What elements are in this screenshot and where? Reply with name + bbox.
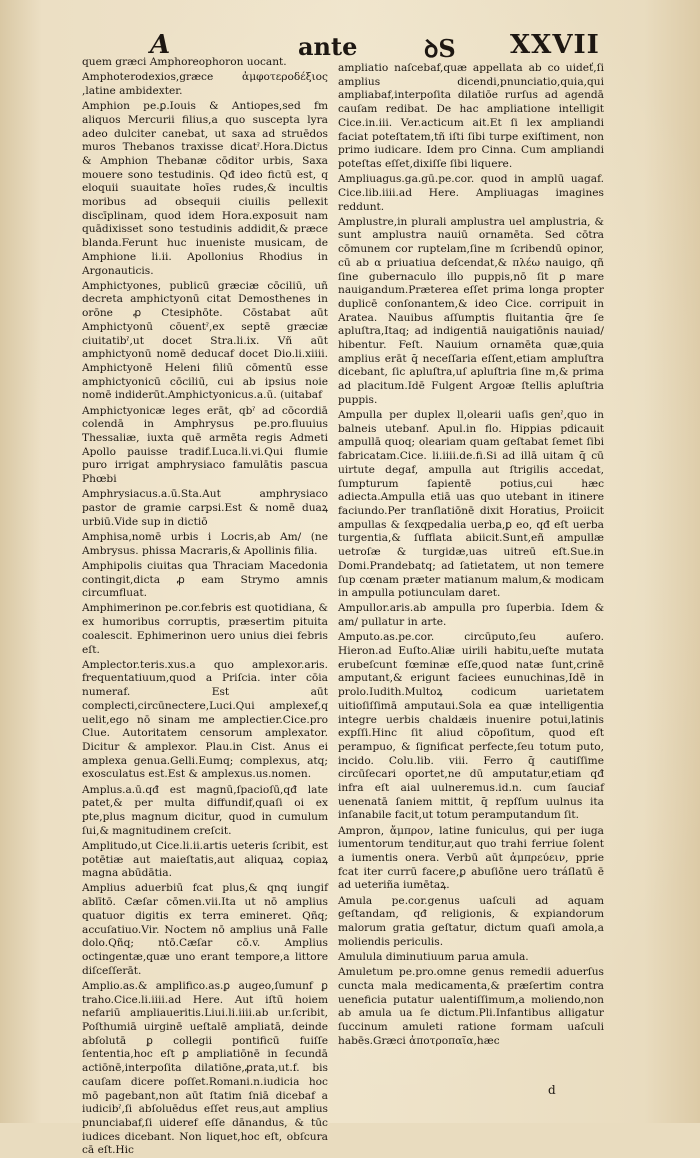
entry-paragraph: Amuletum pe.pro.omne genus remedii aduerſus cuncta mala medicamenta,& præſertim contra ueneficia putatur ualentiſſimum,a moliendo,non ab amula ua ſe dictum.Pli.Infantibus alligatur ſuccinum amuleti ratione formam uaſculi habēs.Græci ἀποτροπαῖα,hæc <box>338 966 604 1047</box>
header-ornament: ꝺS <box>424 34 456 63</box>
entry-paragraph: quem græci Amphoreophoron uocant. <box>82 56 287 68</box>
entry-paragraph: Amplio.as.& amplifico.as.ꝑ augeo,ſumunf ꝑ traho.Cice.li.iiii.ad Here. Aut iſtū hoiem nefariū ampliaueritis.Liui.li.iiii.ab ur.ſcribit, Poſthumiā uirginē ueſtalē ampliatā, deinde abſolutā ꝑ collegii pontificū fuiſſe ſententia,hoc eſt ꝑ ampliatiōnē in ſecundā actiōnē,interpoſita dilatiōne,ꝓrata,ut.f. bis cauſam dicere poſſet.Romani.n.iudicia hoc mō pagebant,non aūt ſtatim ſniā dicebaf a iudicibˀ,ſi abſoluēdus eſſet reus,aut amplius pnunciabaf,ſi uideref eſſe dānandus, & tūc iudices dicebant. Non liquet,hoc eſt, obſcura cā eſt.Hic <box>82 979 328 1157</box>
header-letter: A <box>150 30 171 60</box>
entry-paragraph: Ampliuagus.ga.gū.pe.cor. quod in amplū uagaf. Cice.lib.iiii.ad Here. Ampliuagas imagines reddunt. <box>338 173 604 213</box>
entry-paragraph: Amphimerinon pe.cor.febris est quotidiana, & ex humoribus corruptis, præsertim pituita coalescit. Ephimerinon uero unius diei febris eſt. <box>82 602 328 656</box>
entry-paragraph: Amulula diminutiuum parua amula. <box>338 951 529 963</box>
right-column <box>338 62 604 1050</box>
entry-paragraph: ampliatio naſcebaf,quæ appellata ab co uideť,ſi amplius dicendi,pnunciatio,quia,qui ampliabaf,interpoſita dilatiōe rurſus ad agendā cauſam redibat. De hac ampliatione intelligit Cice.in.iii. Ver.acticum ait.Et ſi lex ampliandi faciat poteſtatem,tñ iſti ſibi turpe exiſtiment, non primo iudicare. Idem pro Cinna. Cum ampliandi poteſtas eſſet,dixiſſe ſibi liquere. <box>338 62 604 170</box>
entry-paragraph: Amphictyonicæ leges erāt, qbˀ ad cōcordiā colendā in Amphrysus pe.pro.fluuius Thessaliæ, iuxta quē armēta regis Admeti Apollo pauisse tradif.Luca.li.vi.Qui flumie puro irrigat amphrysiaco famulātis pascua Phœbi <box>82 404 328 486</box>
entry-paragraph: Amputo.as.pe.cor. circūputo,ſeu auſero. Hieron.ad Euſto.Aliæ uirili habitu,ueſte mutata erubeſcunt fœminæ eſſe,quod natæ ſunt,crinē amputant,& erigunt faciees eunuchinas,Idē in prolo.Iudith.Multoꝝ codicum uarietatem uitioſiſſimā amputaui.Sola ea quæ intelligentia integre uerbis chaldæis inuenire potui,latinis expſſi.Hinc ſit aliud cōpoſitum, quod eſt perampuo, & ſignificat perfecte,ſeu totum puto, incido. Colu.lib. viii. Ferro q̄ cautiſſime circūſecari oportet,ne dū amputatur,etiam qđ infra eſt aial uulneremus.id.n. cum ſauciaf uenenatā ſaniem mittit, q̄ repſſum uulnus ita inſanabile facit,ut totum peramputandum ſit. <box>338 631 604 822</box>
left-column <box>82 56 328 1157</box>
folio-number: XXVII <box>510 30 600 60</box>
entry-paragraph: Amplitudo,ut Cice.li.ii.artis ueteris ſcribit, est potētiæ aut maieſtatis,aut aliquaꝝ copiaꝝ magna abūdātia. <box>82 839 328 880</box>
entry-paragraph: Amplus.a.ū.qđ est magnū,ſpacioſū,qđ late patet,& per multa diffundif,quaſi oi ex pte,plus magnum dicitur, quod in cumulum ſui,& magnitudinem creſcit. <box>82 783 328 837</box>
entry-paragraph: Amphoterodexios,græce ἀμφοτεροδέξιος ,latine ambidexter. <box>82 71 328 97</box>
entry-paragraph: Ampullor.aris.ab ampulla pro ſuperbia. Idem & am/ pullatur in arte. <box>338 602 604 629</box>
entry-paragraph: Amphrysiacus.a.ū.Sta.Aut amphrysiaco pastor de gramie carpsi.Est & nomē duaꝝ urbiū.Vide sup in dictiō <box>82 488 328 528</box>
entry-paragraph: Amphisa,nomē urbis i Locris,ab Am/ (ne Ambrysus. phissa Macraris,& Apollinis filia. <box>82 530 328 557</box>
entry-paragraph: Amphipolis ciuitas qua Thraciam Macedonia contingit,dicta ꝓ eam Strymo amnis circumfluat. <box>82 559 328 600</box>
entry-paragraph: Amphictyones, publicū græciæ cōciliū, uñ decreta amphictyonū citat Demosthenes in orōne ꝓ Ctesiphōte. Cōstabat aūt Amphictyonū cōuentˀ,ex septē græciæ ciuitatibˀ,ut docet Stra.li.ix. Vñ aūt amphictyonū nomē deducaf docet Dio.li.xiiii. Amphictyonē Heleni filiū cōmentū esse amphictyonicū cōciliū, cui ab ipsius noie nomē indiderūt.Amphictyonicus.a.ū. (uitabaf <box>82 279 328 402</box>
entry-paragraph: Amphion pe.ꝑ.Iouis & Antiopes,sed fm aliquos Mercurii filius,a quo suscepta lyra adeo dulciter canebat, ut saxa ad struēdos muros Thebanos traxisse dicatˀ.Hora.Dictus & Amphion Thebanæ cōditor urbis, Saxa mouere sono testudinis. Qđ ideo fictū est, q eloquii suauitate hoīes rudes,& incultis moribus ad obsequii ciuilis pellexit discīplinam, quod idem Hora.exposuit nam quādixisset sono testudinis addidit,& præce blanda.Ferunt huc inueniste musicam, de Amphione li.ii. Apollonius Rhodius in Argonauticis. <box>82 100 328 277</box>
entry-paragraph: Amplius aduerbiū fcat plus,& qnq iungif ablītō. Cæſar cōmen.vii.Ita ut nō amplius quatuor digitis ex terra emineret. Qñq; accuſatiuo.Vir. Noctem nō amplius unā Falle dolo.Qñq; ntō.Cæſar cō.v. Amplius octingentæ,quæ uno erant tempore,a littore diſceſſerāt. <box>82 882 328 977</box>
signature-mark: d <box>548 1083 556 1097</box>
entry-paragraph: Amplector.teris.xus.a quo amplexor.aris. frequentatiuum,quod a Priſcia. inter cōia numeraf. Est aūt complecti,circūnectere,Luci.Qui amplexef,q uelit,ego nō sinam me amplectier.Cice.pro Clue. Autoritatem censorum amplexator. Dicitur & amplexor. Plau.in Cist. Anus ei amplexa genua.Gelli.Eumq; complexus, atq; exosculatus est.Est & amplexus.us.nomen. <box>82 658 328 781</box>
entry-paragraph: Amula pe.cor.genus uaſculi ad aquam geſtandam, qđ religionis, & expiandorum malorum gratia geſtatur, dictum quaſi amola,a moliendis periculis. <box>338 894 604 948</box>
entry-paragraph: Ampron, ἄμπρον, latine funiculus, qui per iuga iumentorum tenditur,aut quo trahi ferriue ſolent a iumentis onera. Verbū aūt ἀμπρεύειν, pprie fcat iter currū facere,ꝑ abuſiōne uero tráſlatū ē ad ueteriña iumētaꝝ. <box>338 824 604 892</box>
entry-paragraph: Ampulla per duplex ll,olearii uaſis genˀ,quo in balneis utebanf. Apul.in flo. Hippias pdicauit ampullā quoq; oleariam quam geſtabat ſemet ſibi fabricatam.Cice. li.iiii.de.fi.Si ad illā uitam q̄ cū uirtute degaf, ampulla aut ſtrigilis accedat, ſumpturum ſapientē potius,cui hæc adiecta.Ampulla etiā uas quo utebant in itinere faciundo.Per tranſlatiōnē dixit Horatius, Proiicit ampullas & ſexqpedalia uerba,ꝑ eo, qđ eſt uerba turgentia,& ſufflata abiicit.Sunt,eñ ampullæ uetroſæ & turgidæ,uas uitreū eſt.Sue.in Domi.Prandebatq; ad ſatietatem, ut non temere ſup cœnam præter matianum malum,& modicam in ampulla potiunculam daret. <box>338 409 604 600</box>
entry-paragraph: Amplustre,in plurali amplustra uel amplustria, & sunt amplustra nauiū ornamēta. Sed cōtra cōmunem cor ruptelam,ſine m ſcribendū opinor, cū ab α priuatiua deſcendat,& πλέω nauigo, qñ ſine gubernaculo illo puppis,nō ſit ꝑ mare nauigandum.Præterea eſſet prima longa propter duplicē conſonantem,& ideo Cice. corripuit in Aratea. Nauibus aſſumptis fluitantia q̄re ſe apluſtra,Itaq; ad indigentiā nauigatiōnis nauiad/ hibentur. Feſt. Nauium ornamēta quæ,quia amplius erāt q̄ neceſſaria eſſent,etiam ampluſtra dicebant, ſic apluſtra,uſ apluſtria ſine m,& prima ad placitum.Idē Fulgent Argoæ ſtellis apluſtria puppis. <box>338 215 604 406</box>
header-word: ante <box>298 32 358 61</box>
